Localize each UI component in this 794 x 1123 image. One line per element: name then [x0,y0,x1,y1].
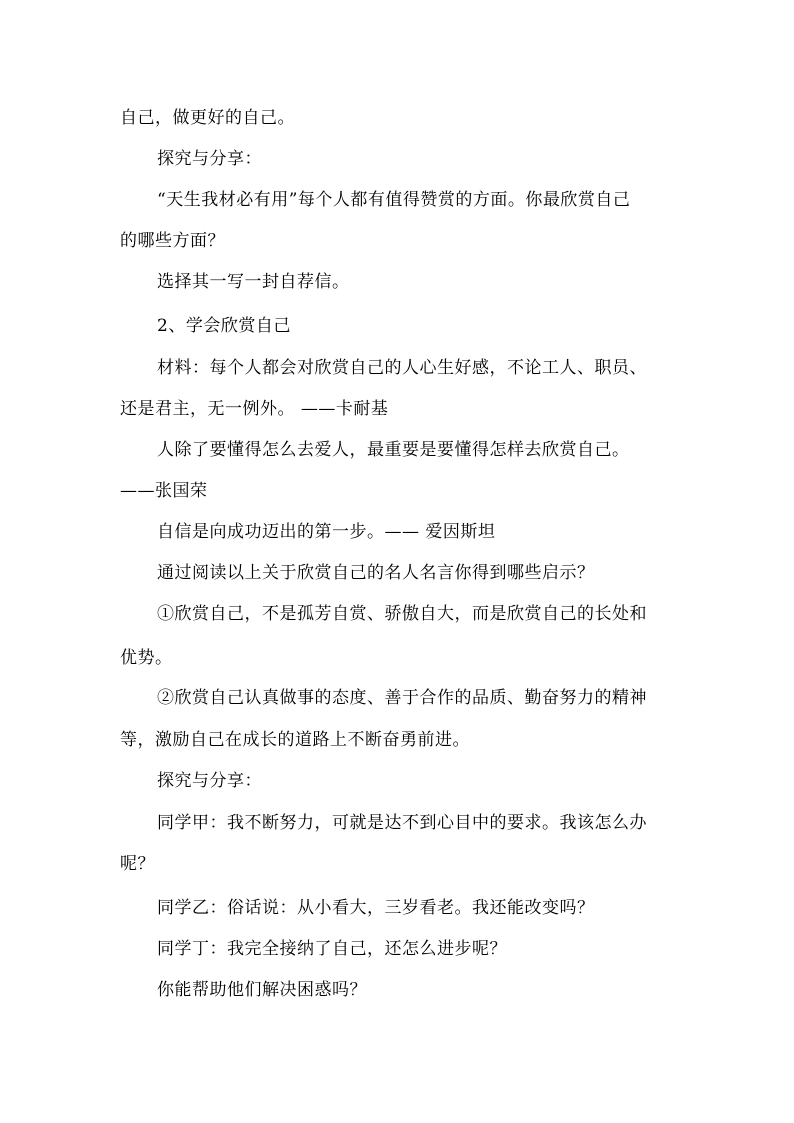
text-line-point-1-cont: 优势。 [120,648,173,668]
text-line-quote-author: ——张国荣 [120,481,208,501]
text-line-point-2-cont: 等，激励自己在成长的道路上不断奋勇前进。 [120,730,470,750]
text-line-question-cont: 的哪些方面？ [120,231,225,251]
text-line-quote: 人除了要懂得怎么去爱人，最重要是要懂得怎样去欣赏自己。 [157,440,630,460]
text-line-material: 材料：每个人都会对欣赏自己的人心生好感，不论工人、职员、 [157,358,647,378]
text-line-material-cont: 还是君主，无一例外。 ——卡耐基 [120,399,389,419]
text-line-prompt: 通过阅读以上关于欣赏自己的名人名言你得到哪些启示？ [157,563,595,583]
text-line-student-a-cont: 呢？ [120,854,155,874]
text-line-task: 选择其一写一封自荐信。 [157,272,350,292]
text-line-point-2: ②欣赏自己认真做事的态度、善于合作的品质、勤奋努力的精神 [157,688,647,708]
text-line-student-b: 同学乙：俗话说：从小看大，三岁看老。我还能改变吗？ [157,898,595,918]
text-line-student-d: 同学丁：我完全接纳了自己，还怎么进步呢？ [157,939,507,959]
text-line-question: “天生我材必有用”每个人都有值得赞赏的方面。你最欣赏自己 [157,190,631,210]
text-line-quote-einstein: 自信是向成功迈出的第一步。—— 爱因斯坦 [157,522,496,542]
section-heading-explore-2: 探究与分享： [157,771,262,791]
text-line-continuation: 自己，做更好的自己。 [120,108,295,128]
text-line-final-question: 你能帮助他们解决困惑吗？ [157,980,367,1000]
text-line-student-a: 同学甲：我不断努力，可就是达不到心目中的要求。我该怎么办 [157,813,647,833]
text-line-point-1: ①欣赏自己，不是孤芳自赏、骄傲自大，而是欣赏自己的长处和 [157,604,647,624]
section-heading-explore: 探究与分享： [157,149,262,169]
section-heading-appreciate: 2、学会欣赏自己 [157,316,291,336]
